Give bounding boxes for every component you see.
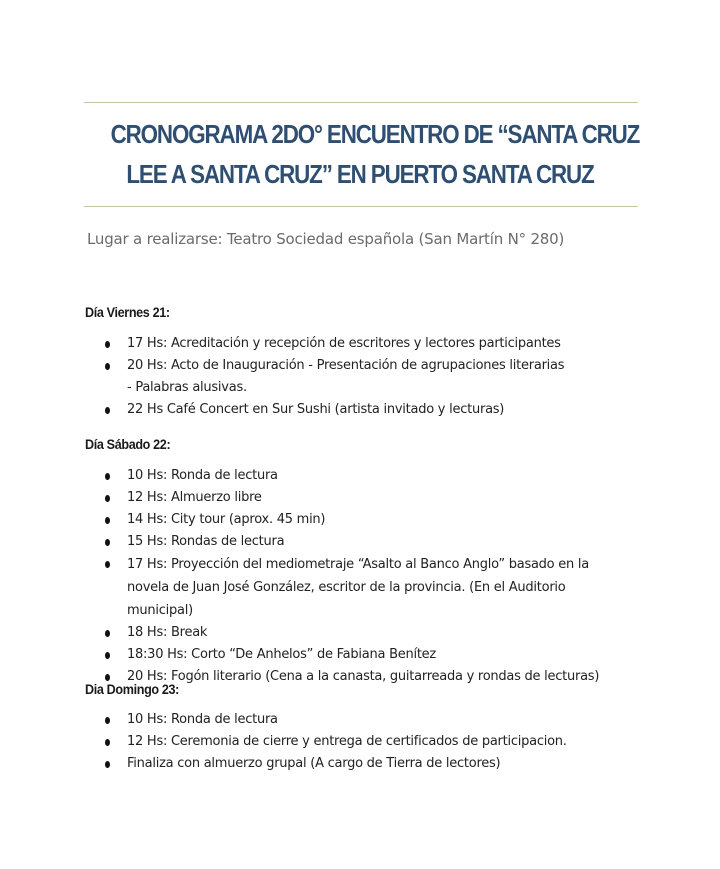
saturday-schedule-list: [105, 465, 625, 688]
list-item: 17 Hs: Proyección del mediometraje “Asalto al Banco Anglo” basado en la novela de Juan José González, escritor de la provincia. (En el Auditorio municipal): [105, 553, 625, 622]
day-heading-saturday: Día Sábado 22:: [85, 436, 171, 452]
list-item: 12 Hs: Ceremonia de cierre y entrega de certificados de participacion.: [105, 731, 625, 753]
list-item: 12 Hs: Almuerzo libre: [105, 487, 625, 509]
bullet-icon: [105, 674, 110, 681]
list-item: Finaliza con almuerzo grupal (A cargo de Tierra de lectores): [105, 753, 625, 775]
bullet-icon: [105, 561, 110, 568]
list-item: 20 Hs: Acto de Inauguración - Presentación de agrupaciones literarias - Palabras alusivas.: [105, 355, 567, 399]
location-text: Lugar a realizarse: Teatro Sociedad española (San Martín N° 280): [87, 230, 565, 248]
list-item: 18 Hs: Break: [105, 622, 625, 644]
list-item: 22 Hs Café Concert en Sur Sushi (artista invitado y lecturas): [105, 399, 625, 421]
title-line-1: CRONOGRAMA 2DO° ENCUENTRO DE “SANTA CRUZ: [110, 119, 640, 149]
bottom-divider: [84, 206, 638, 207]
friday-schedule-list: [105, 333, 625, 421]
bullet-icon: [105, 363, 110, 370]
bullet-icon: [105, 739, 110, 746]
list-item: 15 Hs: Rondas de lectura: [105, 531, 625, 553]
bullet-icon: [105, 761, 110, 768]
title-line-2: LEE A SANTA CRUZ” EN PUERTO SANTA CRUZ: [126, 159, 594, 189]
day-heading-friday: Día Viernes 21:: [85, 304, 170, 320]
bullet-icon: [105, 517, 110, 524]
bullet-icon: [105, 539, 110, 546]
sunday-schedule-list: [105, 709, 625, 775]
list-item: 10 Hs: Ronda de lectura: [105, 465, 625, 487]
bullet-icon: [105, 630, 110, 637]
page-title: [110, 114, 640, 194]
bullet-icon: [105, 495, 110, 502]
bullet-icon: [105, 473, 110, 480]
bullet-icon: [105, 652, 110, 659]
list-item: 18:30 Hs: Corto “De Anhelos” de Fabiana Benítez: [105, 644, 625, 666]
bullet-icon: [105, 407, 110, 414]
list-item: 10 Hs: Ronda de lectura: [105, 709, 625, 731]
top-divider: [84, 102, 638, 103]
day-heading-sunday: Dia Domingo 23:: [85, 681, 180, 697]
list-item: 14 Hs: City tour (aprox. 45 min): [105, 509, 625, 531]
bullet-icon: [105, 717, 110, 724]
list-item: 17 Hs: Acreditación y recepción de escritores y lectores participantes: [105, 333, 625, 355]
list-item: 20 Hs: Fogón literario (Cena a la canasta, guitarreada y rondas de lecturas): [105, 666, 625, 688]
bullet-icon: [105, 341, 110, 348]
